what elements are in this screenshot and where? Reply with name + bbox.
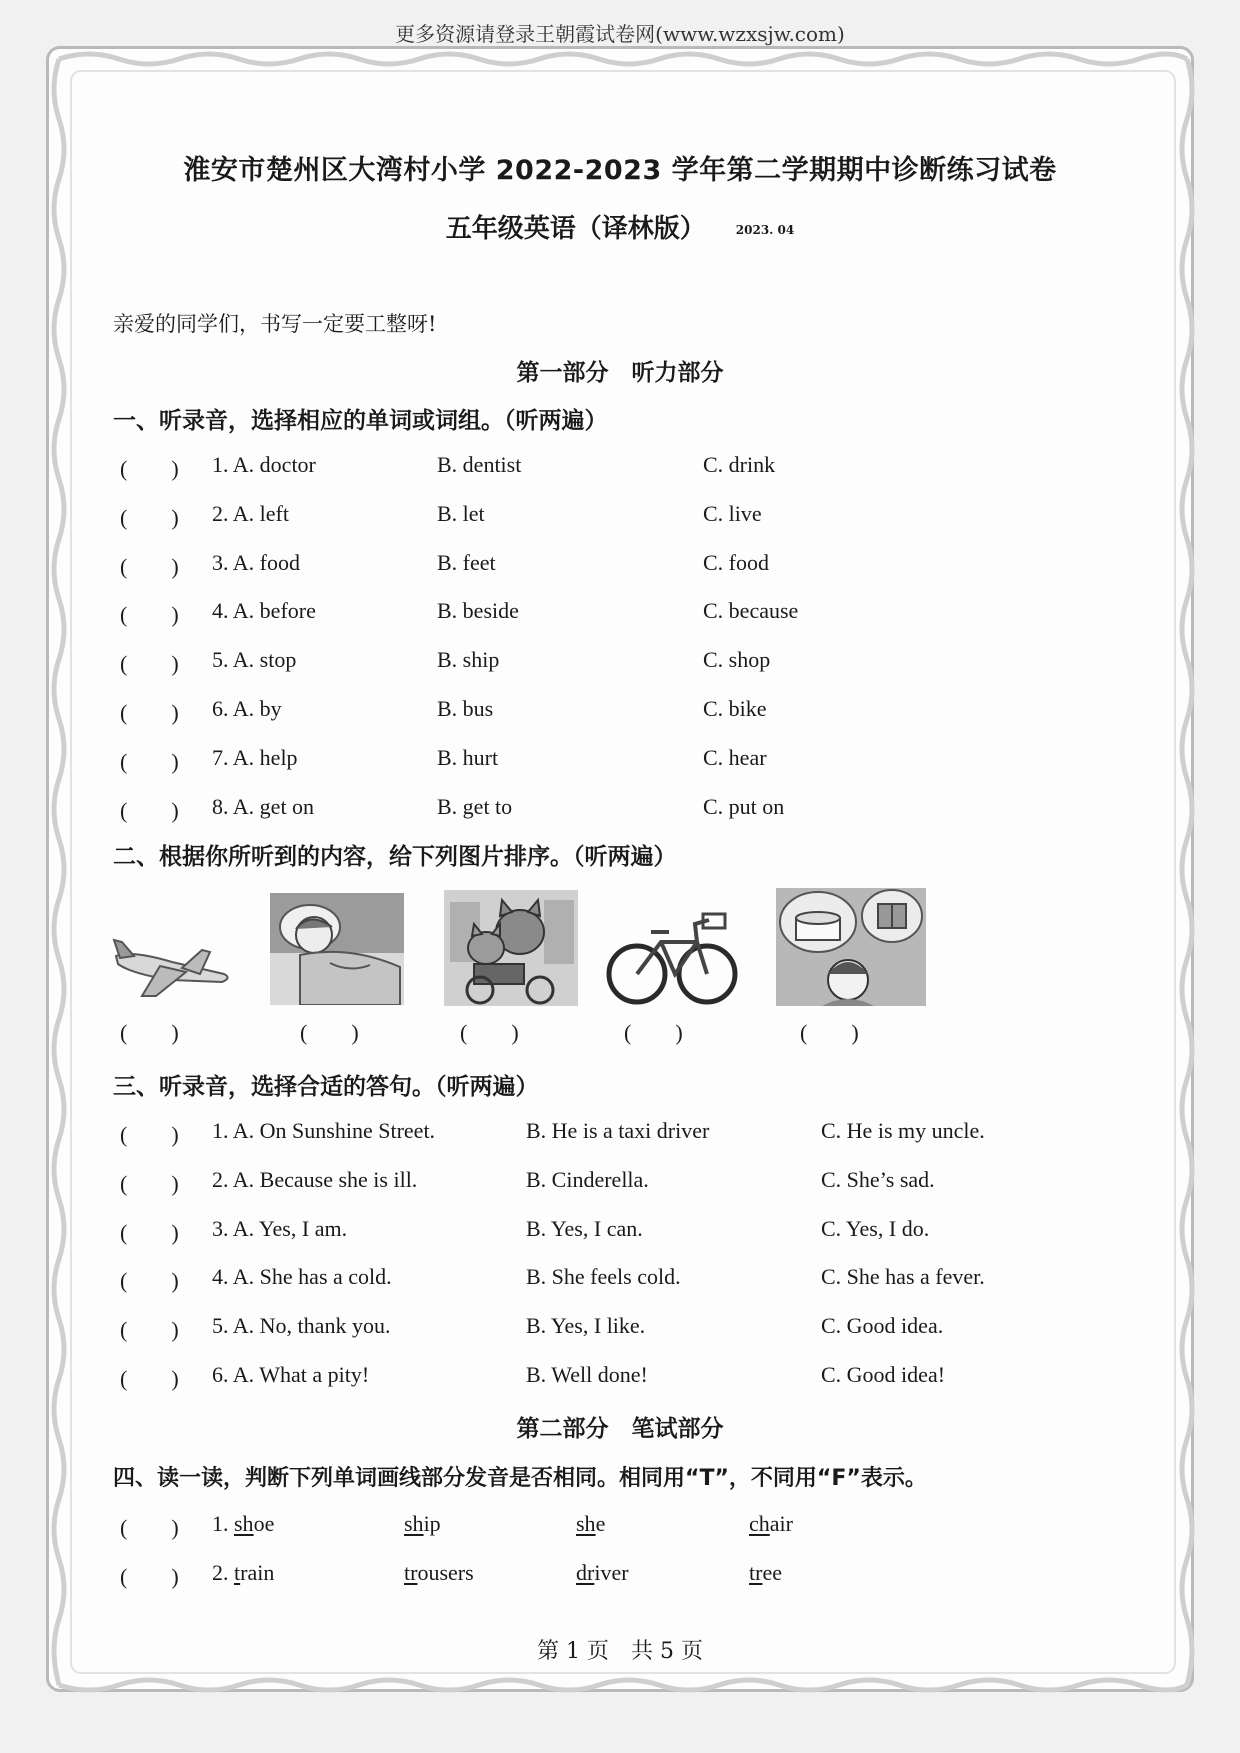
question-option-a: 4. A. She has a cold. bbox=[212, 1264, 392, 1289]
question-option-a: 2. A. left bbox=[212, 501, 289, 526]
picture-4-answer-blank[interactable]: ( ) bbox=[624, 1020, 683, 1045]
word-rest: air bbox=[769, 1511, 793, 1536]
page-footer: 第 1 页 共 5 页 bbox=[537, 1639, 703, 1664]
question-option-c: C. Yes, I do. bbox=[821, 1216, 930, 1241]
question-option-c: C. because bbox=[703, 598, 799, 623]
answer-blank[interactable]: ( ) bbox=[120, 1268, 179, 1293]
section-4-heading: 四、读一读，判断下列单词画线部分发音是否相同。相同用“T”，不同用“F”表示。 bbox=[113, 1466, 927, 1491]
answer-blank[interactable]: ( ) bbox=[120, 1366, 179, 1391]
answer-blank[interactable]: ( ) bbox=[120, 602, 179, 627]
question-option-c: C. Good idea! bbox=[821, 1362, 946, 1387]
question-option-b: B. beside bbox=[437, 598, 519, 623]
exam-subtitle bbox=[0, 208, 1240, 245]
picture-3-answer-blank[interactable]: ( ) bbox=[460, 1020, 519, 1045]
question-option-c: C. shop bbox=[703, 647, 771, 672]
sick-girl-in-bed-picture bbox=[270, 893, 404, 1005]
airplane-picture bbox=[112, 930, 234, 1000]
question-option-b: B. get to bbox=[437, 794, 513, 819]
question-number: 2. bbox=[212, 1560, 234, 1585]
answer-blank[interactable]: ( ) bbox=[120, 505, 179, 530]
question-option-b: B. ship bbox=[437, 647, 500, 672]
word-1 bbox=[212, 1511, 274, 1537]
answer-blank[interactable]: ( ) bbox=[120, 651, 179, 676]
question-option-a: 2. A. Because she is ill. bbox=[212, 1167, 418, 1192]
word-2 bbox=[404, 1511, 441, 1537]
question-option-a: 7. A. help bbox=[212, 745, 298, 770]
question-option-a: 4. A. before bbox=[212, 598, 316, 623]
answer-blank[interactable]: ( ) bbox=[120, 700, 179, 725]
answer-blank[interactable]: ( ) bbox=[120, 1171, 179, 1196]
question-option-c: C. food bbox=[703, 550, 769, 575]
decorative-wavy-border bbox=[49, 49, 1197, 1695]
top-banner: 更多资源请登录王朝霞试卷网(www.wzxsjw.com) bbox=[395, 22, 845, 46]
word-3 bbox=[576, 1560, 629, 1586]
underlined-part: t bbox=[234, 1560, 241, 1585]
question-option-c: C. hear bbox=[703, 745, 767, 770]
part-1-heading: 第一部分 听力部分 bbox=[516, 360, 724, 386]
question-option-b: B. dentist bbox=[437, 452, 522, 477]
underlined-part: ch bbox=[749, 1511, 770, 1536]
word-4 bbox=[749, 1511, 793, 1537]
question-option-a: 5. A. No, thank you. bbox=[212, 1313, 391, 1338]
answer-blank[interactable]: ( ) bbox=[120, 1122, 179, 1147]
subtitle-text: 五年级英语（译林版） bbox=[445, 214, 706, 244]
picture-2-answer-blank[interactable]: ( ) bbox=[300, 1020, 359, 1045]
question-option-c: C. She has a fever. bbox=[821, 1264, 985, 1289]
question-option-a: 1. A. doctor bbox=[212, 452, 316, 477]
word-rest: e bbox=[595, 1511, 606, 1536]
underlined-part: dr bbox=[576, 1560, 595, 1585]
answer-blank[interactable]: ( ) bbox=[120, 1220, 179, 1245]
underlined-part: tr bbox=[749, 1560, 763, 1585]
question-option-c: C. bike bbox=[703, 696, 767, 721]
question-option-c: C. drink bbox=[703, 452, 776, 477]
answer-blank[interactable]: ( ) bbox=[120, 798, 179, 823]
question-option-a: 8. A. get on bbox=[212, 794, 315, 819]
exam-date: 2023. 04 bbox=[735, 222, 795, 237]
question-option-b: B. feet bbox=[437, 550, 496, 575]
question-option-b: B. He is a taxi driver bbox=[526, 1118, 710, 1143]
bicycle-picture bbox=[605, 898, 739, 1006]
question-option-a: 3. A. Yes, I am. bbox=[212, 1216, 348, 1241]
underlined-part: sh bbox=[404, 1511, 424, 1536]
question-option-b: B. Yes, I can. bbox=[526, 1216, 643, 1241]
word-rest: iver bbox=[594, 1560, 629, 1585]
answer-blank[interactable]: ( ) bbox=[120, 554, 179, 579]
question-option-b: B. Yes, I like. bbox=[526, 1313, 646, 1338]
question-number: 1. bbox=[212, 1511, 234, 1536]
question-option-c: C. He is my uncle. bbox=[821, 1118, 985, 1143]
question-option-a: 6. A. What a pity! bbox=[212, 1362, 370, 1387]
question-option-c: C. live bbox=[703, 501, 762, 526]
part-2-heading: 第二部分 笔试部分 bbox=[516, 1416, 724, 1442]
question-option-c: C. She’s sad. bbox=[821, 1167, 935, 1192]
underlined-part: sh bbox=[234, 1511, 254, 1536]
greeting: 亲爱的同学们，书写一定要工整呀! bbox=[113, 312, 437, 336]
question-option-b: B. hurt bbox=[437, 745, 499, 770]
picture-5-answer-blank[interactable]: ( ) bbox=[800, 1020, 859, 1045]
answer-blank[interactable]: ( ) bbox=[120, 1564, 179, 1589]
question-option-a: 3. A. food bbox=[212, 550, 300, 575]
exam-title: 淮安市楚州区大湾村小学 2022-2023 学年第二学期期中诊断练习试卷 bbox=[183, 155, 1057, 186]
question-option-c: C. put on bbox=[703, 794, 785, 819]
question-option-c: C. Good idea. bbox=[821, 1313, 944, 1338]
question-option-b: B. bus bbox=[437, 696, 494, 721]
question-option-b: B. She feels cold. bbox=[526, 1264, 681, 1289]
underlined-part: sh bbox=[576, 1511, 596, 1536]
answer-blank[interactable]: ( ) bbox=[120, 749, 179, 774]
answer-blank[interactable]: ( ) bbox=[120, 1515, 179, 1540]
question-option-b: B. Well done! bbox=[526, 1362, 648, 1387]
word-rest: ee bbox=[762, 1560, 782, 1585]
section-2-heading: 二、根据你所听到的内容，给下列图片排序。（听两遍） bbox=[113, 844, 677, 870]
boy-thinking-of-cake-and-gift-picture bbox=[776, 888, 926, 1006]
question-option-a: 6. A. by bbox=[212, 696, 282, 721]
underlined-part: tr bbox=[404, 1560, 418, 1585]
word-4 bbox=[749, 1560, 782, 1586]
picture-1-answer-blank[interactable]: ( ) bbox=[120, 1020, 179, 1045]
question-option-a: 1. A. On Sunshine Street. bbox=[212, 1118, 436, 1143]
section-3-heading: 三、听录音，选择合适的答句。（听两遍） bbox=[113, 1074, 539, 1100]
word-2 bbox=[404, 1560, 474, 1586]
word-rest: oe bbox=[253, 1511, 275, 1536]
section-1-heading: 一、听录音，选择相应的单词或词组。（听两遍） bbox=[113, 408, 608, 434]
question-option-b: B. Cinderella. bbox=[526, 1167, 649, 1192]
word-rest: rain bbox=[240, 1560, 275, 1585]
question-option-a: 5. A. stop bbox=[212, 647, 297, 672]
word-1 bbox=[212, 1560, 274, 1586]
answer-blank[interactable]: ( ) bbox=[120, 456, 179, 481]
question-option-b: B. let bbox=[437, 501, 485, 526]
word-rest: ip bbox=[423, 1511, 441, 1536]
word-3 bbox=[576, 1511, 605, 1537]
word-rest: ousers bbox=[417, 1560, 474, 1585]
answer-blank[interactable]: ( ) bbox=[120, 1317, 179, 1342]
cats-on-bicycle-picture bbox=[444, 890, 578, 1006]
